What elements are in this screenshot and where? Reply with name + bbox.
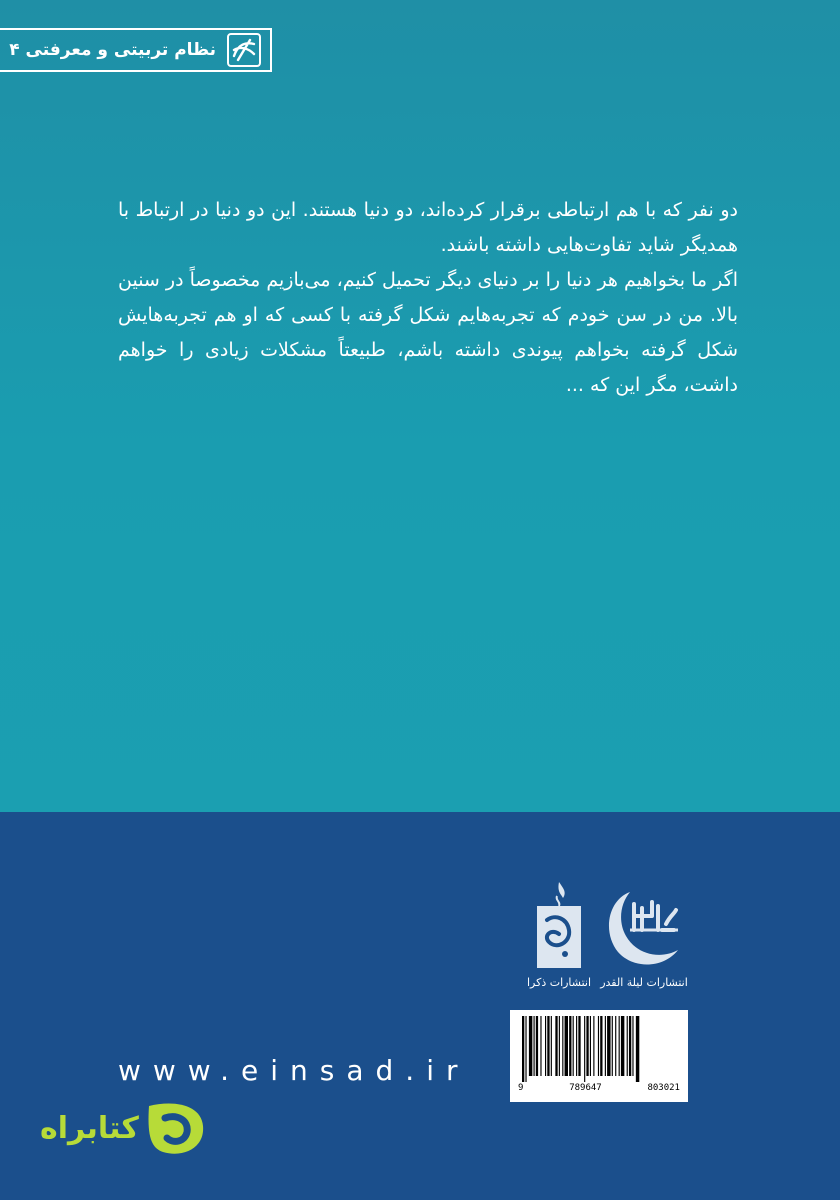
barcode-digits-left-group: 789647 xyxy=(569,1083,602,1093)
ketabrah-label: کتابراه xyxy=(40,1110,139,1146)
publisher-zekra-name: انتشارات ذکرا xyxy=(526,976,592,989)
barcode-bars xyxy=(518,1016,680,1082)
barcode-digit-prefix: 9 xyxy=(518,1083,524,1093)
isbn-barcode xyxy=(510,1010,688,1102)
publisher-zekra xyxy=(524,880,594,989)
zekra-logo-icon xyxy=(533,880,585,972)
publisher-laylat-alqadr-name: انتشارات لیلة القدر xyxy=(600,976,688,989)
series-band xyxy=(0,28,272,72)
publisher-logos xyxy=(524,880,688,998)
series-title: نظام تربیتی و معرفتی ۴ xyxy=(9,40,216,60)
ketabrah-leaf-icon xyxy=(143,1096,209,1160)
barcode-digits xyxy=(518,1083,680,1093)
publisher-laylat-alqadr xyxy=(598,880,690,989)
crescent-moon-logo-icon xyxy=(600,880,688,972)
series-emblem-icon xyxy=(224,30,264,70)
ketabrah-logo xyxy=(40,1096,209,1160)
blurb-paragraph-1: دو نفر که با هم ارتباطی برقرار کرده‌اند، دو دنیا هستند. این دو دنیا در ارتباط با همدیگر شاید تفاوت‌هایی داشته باشند. xyxy=(118,199,738,256)
back-cover-blurb xyxy=(118,193,738,403)
barcode-digits-right-group: 803021 xyxy=(647,1083,680,1093)
blurb-paragraph-2: اگر ما بخواهیم هر دنیا را بر دنیای دیگر تحمیل کنیم، می‌بازیم مخصوصاً در سنین بالا. من در سن خودم که تجربه‌هایم شکل گرفته با کسی که او هم تجربه‌هایش شکل گرفته بخواهم پیوندی داشته باشم، طبیعتاً مشکلات زیادی را خواهم داشت، مگر این که ... xyxy=(118,269,738,396)
website-url: www.einsad.ir xyxy=(118,1054,470,1087)
